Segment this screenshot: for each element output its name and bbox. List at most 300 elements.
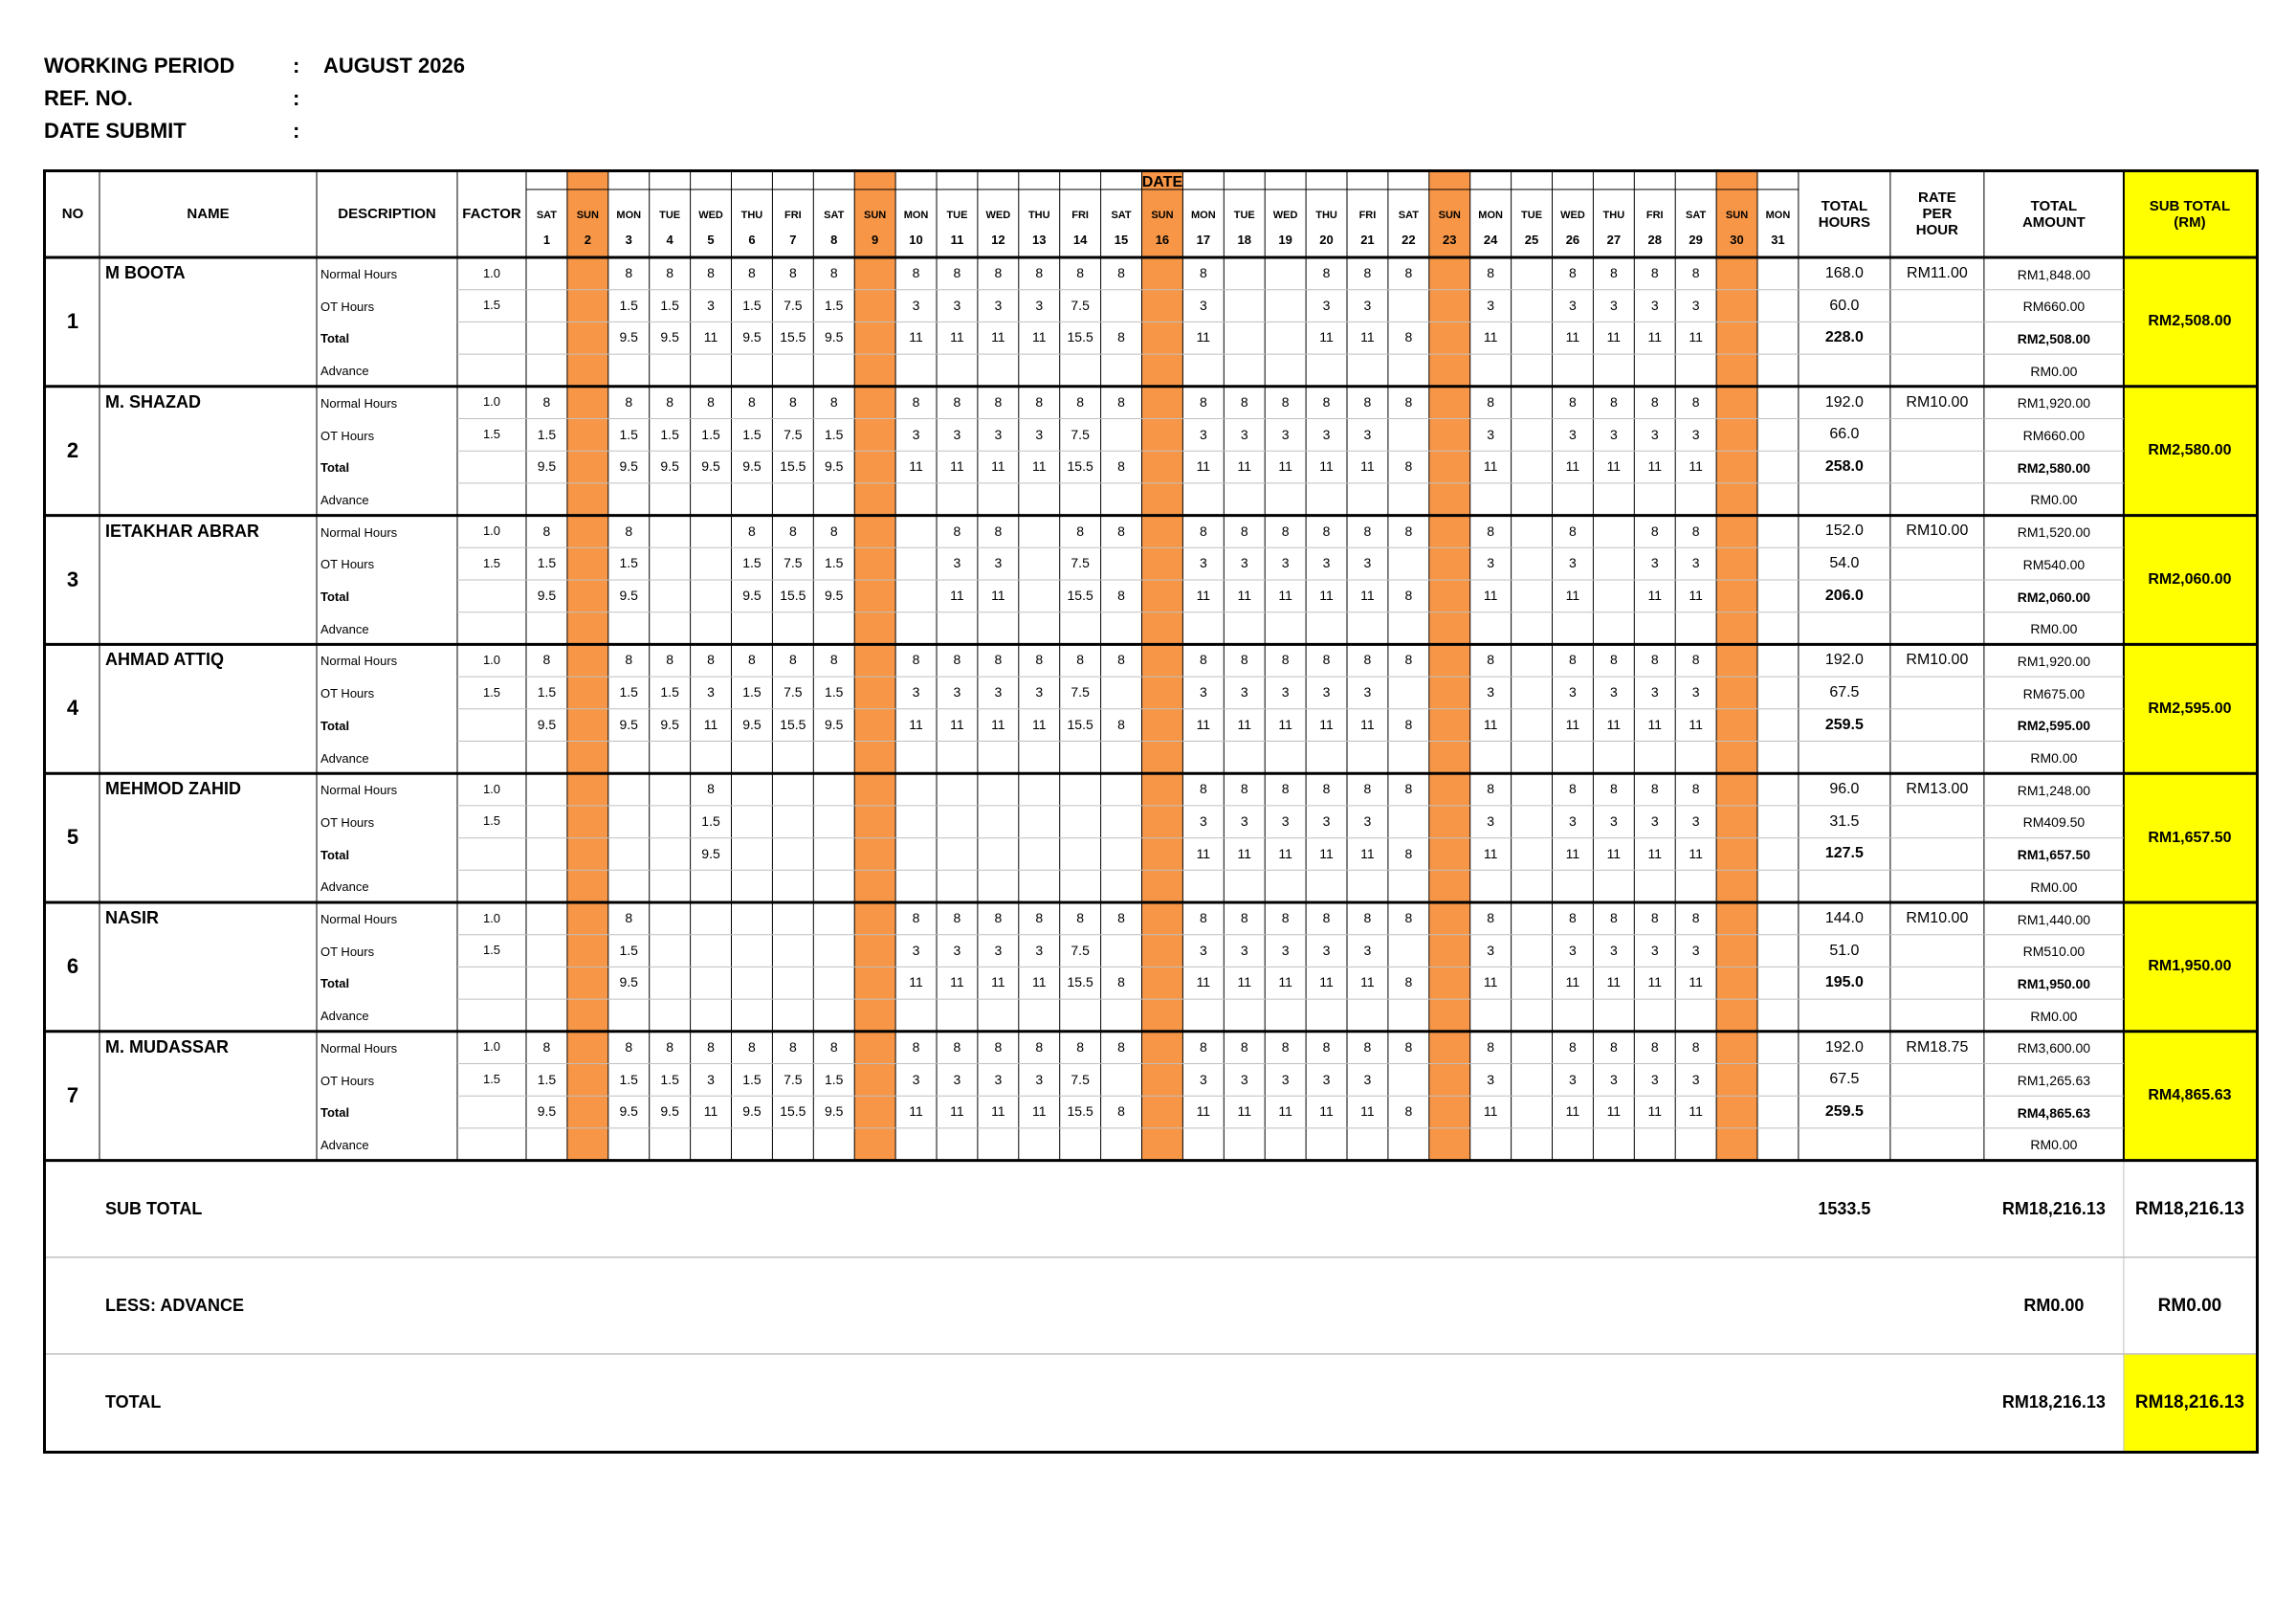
hours-cell: 8 (625, 265, 633, 280)
hours-cell: 3 (1691, 684, 1700, 700)
employee-number: 1 (66, 309, 79, 334)
hours-cell: 3 (1281, 812, 1290, 829)
hours-cell: 11 (703, 716, 718, 732)
hours-cell: 3 (953, 1071, 961, 1087)
header-weekday: THU (1315, 209, 1337, 221)
hours-cell: 8 (1404, 522, 1413, 539)
hours-cell: 3 (1199, 942, 1207, 958)
less-advance-subtotal: RM0.00 (2157, 1295, 2222, 1316)
hours-cell: 8 (829, 265, 838, 280)
header-total-amount: TOTAL AMOUNT (2021, 197, 2086, 231)
amount-value: RM2,508.00 (2017, 330, 2091, 346)
hours-cell: 3 (1691, 555, 1700, 571)
hours-cell: 1.5 (619, 297, 638, 313)
hours-cell: 7.5 (1071, 555, 1090, 571)
hours-cell: 7.5 (784, 684, 803, 700)
hours-cell: 8 (1487, 1038, 1495, 1055)
hours-cell: 8 (994, 652, 1003, 668)
hours-cell: 3 (1322, 1071, 1331, 1087)
hours-cell: 8 (1487, 265, 1495, 280)
hours-cell: 8 (1322, 910, 1331, 925)
factor-value: 1.0 (482, 265, 501, 280)
amount-value: RM1,950.00 (2017, 975, 2091, 991)
amount-value: RM660.00 (2022, 299, 2086, 315)
hours-cell: 1.5 (660, 426, 679, 442)
hours-cell: 11 (1689, 329, 1703, 345)
header-weekday: MON (1765, 209, 1791, 221)
rate-value: RM10.00 (1906, 522, 1969, 540)
hours-cell: 8 (1281, 781, 1290, 797)
hours-cell: 1.5 (825, 555, 844, 571)
hours-cell: 1.5 (825, 1071, 844, 1087)
hours-cell: 3 (1240, 942, 1248, 958)
hours-cell: 1.5 (619, 555, 638, 571)
hours-cell: 8 (748, 522, 756, 539)
hours-cell: 11 (1237, 458, 1252, 475)
header-day-number: 11 (950, 232, 964, 247)
hours-cell: 8 (625, 1038, 633, 1055)
hours-cell: 11 (1689, 974, 1703, 990)
hours-cell: 1.5 (537, 1071, 557, 1087)
header-day-number: 19 (1278, 232, 1292, 247)
hours-cell: 11 (1483, 329, 1498, 345)
hours-cell: 11 (1689, 716, 1703, 732)
factor-value: 1.5 (482, 684, 501, 700)
row-label: Advance (320, 492, 369, 507)
hours-cell: 3 (912, 1071, 920, 1087)
hours-cell: 8 (1322, 1038, 1331, 1055)
hours-cell: 8 (1281, 393, 1290, 410)
hours-cell: 3 (1569, 555, 1577, 571)
row-label: OT Hours (320, 557, 375, 572)
hours-cell: 11 (1196, 1103, 1211, 1120)
hours-cell: 11 (1237, 716, 1252, 732)
header-weekday: SAT (824, 209, 845, 221)
hours-cell: 8 (788, 1038, 797, 1055)
hours-cell: 1.5 (742, 426, 762, 442)
header-weekday: THU (740, 209, 763, 221)
hours-cell: 9.5 (701, 458, 720, 475)
hours-cell: 9.5 (742, 458, 762, 475)
row-label: OT Hours (320, 944, 375, 959)
hours-cell: 8 (1117, 265, 1125, 280)
hours-cell: 11 (1319, 845, 1334, 861)
header-day-number: 12 (991, 232, 1005, 247)
hours-cell: 11 (1319, 716, 1334, 732)
hours-cell: 3 (1240, 426, 1248, 442)
hours-cell: 11 (1319, 458, 1334, 475)
hours-cell: 1.5 (825, 426, 844, 442)
amount-value: RM0.00 (2030, 1137, 2078, 1153)
amount-value: RM675.00 (2022, 685, 2086, 701)
hours-cell: 11 (1278, 845, 1292, 861)
hours-cell: 9.5 (619, 329, 638, 345)
hours-cell: 8 (1076, 522, 1085, 539)
hours-cell: 8 (1404, 781, 1413, 797)
amount-value: RM1,248.00 (2017, 782, 2091, 798)
hours-cell: 8 (1363, 1038, 1372, 1055)
row-label: Normal Hours (320, 783, 398, 798)
hours-cell: 3 (1240, 812, 1248, 829)
header-weekday: SUN (1438, 209, 1461, 221)
hours-cell: 1.5 (742, 555, 762, 571)
hours-cell: 8 (953, 265, 961, 280)
rate-value: RM13.00 (1906, 781, 1969, 798)
hours-cell: 3 (1199, 555, 1207, 571)
hours-cell: 3 (1569, 812, 1577, 829)
hours-cell: 8 (1281, 522, 1290, 539)
hours-cell: 3 (1569, 942, 1577, 958)
hours-cell: 11 (950, 588, 964, 603)
hours-cell: 3 (1569, 297, 1577, 313)
hours-cell: 8 (1076, 652, 1085, 668)
employee-subtotal: RM4,865.63 (2148, 1087, 2232, 1104)
total-hours-value: 67.5 (1829, 1071, 1860, 1088)
employee-subtotal: RM1,657.50 (2148, 829, 2232, 846)
hours-cell: 3 (1650, 684, 1659, 700)
hours-cell: 11 (1319, 1103, 1334, 1120)
hours-cell: 8 (1691, 265, 1700, 280)
hours-cell: 8 (953, 393, 961, 410)
header-day-number: 14 (1072, 232, 1088, 247)
hours-cell: 9.5 (619, 1103, 638, 1120)
hours-cell: 3 (994, 942, 1003, 958)
date-submit-colon: : (293, 119, 300, 143)
hours-cell: 11 (1319, 329, 1334, 345)
hours-cell: 8 (1363, 522, 1372, 539)
employee-subtotal: RM2,595.00 (2148, 700, 2232, 717)
row-label: Total (320, 460, 350, 476)
grand-total-subtotal: RM18,216.13 (2134, 1391, 2244, 1412)
hours-cell: 3 (1650, 942, 1659, 958)
hours-cell: 8 (1404, 1103, 1413, 1120)
hours-cell: 3 (1322, 812, 1331, 829)
hours-cell: 11 (1565, 458, 1580, 475)
working-period-row (44, 50, 465, 82)
hours-cell: 3 (1322, 684, 1331, 700)
hours-cell: 3 (912, 297, 920, 313)
total-hours-value: 60.0 (1829, 297, 1860, 314)
hours-cell: 8 (1691, 522, 1700, 539)
total-hours-value: 168.0 (1824, 264, 1864, 281)
hours-cell: 1.5 (619, 426, 638, 442)
hours-cell: 8 (1363, 652, 1372, 668)
hours-cell: 11 (1606, 974, 1622, 990)
employee-name: IETAKHAR ABRAR (105, 521, 259, 541)
hours-cell: 3 (1281, 942, 1290, 958)
amount-value: RM0.00 (2030, 878, 2078, 895)
employee-subtotal: RM2,580.00 (2148, 442, 2232, 459)
hours-cell: 8 (1569, 781, 1577, 797)
hours-cell: 11 (991, 716, 1005, 732)
hours-cell: 8 (1199, 652, 1207, 668)
hours-cell: 8 (707, 1038, 715, 1055)
hours-cell: 3 (994, 297, 1003, 313)
hours-cell: 11 (1196, 458, 1211, 475)
hours-cell: 8 (1691, 393, 1700, 410)
employee-number: 6 (66, 954, 79, 979)
hours-cell: 3 (1691, 426, 1700, 442)
header-day-number: 13 (1032, 232, 1047, 247)
hours-cell: 8 (1281, 1038, 1290, 1055)
hours-cell: 11 (1647, 458, 1663, 475)
hours-cell: 8 (912, 265, 920, 280)
hours-cell: 8 (829, 522, 838, 539)
hours-cell: 11 (1606, 458, 1622, 475)
hours-cell: 8 (748, 393, 756, 410)
hours-cell: 8 (1569, 393, 1577, 410)
hours-cell: 8 (829, 1038, 838, 1055)
hours-cell: 3 (1240, 1071, 1248, 1087)
amount-value: RM1,848.00 (2017, 266, 2091, 282)
hours-cell: 8 (1404, 265, 1413, 280)
hours-cell: 3 (1487, 684, 1495, 700)
hours-cell: 8 (1322, 265, 1331, 280)
hours-cell: 1.5 (660, 297, 679, 313)
factor-value: 1.0 (482, 394, 501, 410)
factor-value: 1.0 (482, 910, 501, 925)
hours-cell: 11 (1031, 458, 1047, 475)
hours-cell: 8 (1487, 910, 1495, 925)
hours-cell: 7.5 (1071, 426, 1090, 442)
hours-cell: 11 (1689, 458, 1703, 475)
row-label: Advance (320, 1137, 369, 1152)
hours-cell: 8 (953, 652, 961, 668)
hours-cell: 11 (991, 588, 1005, 603)
header-weekday: SUN (576, 209, 599, 221)
less-advance-label: LESS: ADVANCE (105, 1296, 245, 1316)
hours-cell: 8 (1035, 910, 1044, 925)
amount-value: RM1,920.00 (2017, 395, 2091, 411)
working-period-label: WORKING PERIOD (44, 54, 235, 78)
row-label: Normal Hours (320, 524, 398, 540)
hours-cell: 11 (1319, 588, 1334, 603)
hours-cell: 3 (1281, 555, 1290, 571)
hours-cell: 11 (1483, 458, 1498, 475)
hours-cell: 3 (1650, 297, 1659, 313)
header-weekday: WED (1272, 209, 1298, 221)
amount-value: RM0.00 (2030, 750, 2078, 766)
header-day-number: 17 (1196, 232, 1211, 247)
hours-cell: 8 (1650, 1038, 1659, 1055)
hours-cell: 8 (1363, 781, 1372, 797)
header-weekday: TUE (1521, 209, 1543, 221)
header-weekday: SUN (1725, 209, 1749, 221)
total-hours-value: 51.0 (1829, 942, 1860, 959)
header-weekday: TUE (1233, 209, 1255, 221)
hours-cell: 8 (1363, 393, 1372, 410)
hours-cell: 8 (1609, 781, 1618, 797)
hours-cell: 11 (909, 974, 923, 990)
hours-cell: 9.5 (825, 716, 844, 732)
hours-cell: 3 (1569, 426, 1577, 442)
hours-cell: 1.5 (537, 555, 557, 571)
hours-cell: 8 (1117, 588, 1125, 603)
factor-value: 1.5 (482, 427, 501, 442)
hours-cell: 3 (1363, 426, 1372, 442)
hours-cell: 8 (1404, 652, 1413, 668)
hours-cell: 3 (1650, 1071, 1659, 1087)
factor-value: 1.5 (482, 555, 501, 570)
amount-value: RM540.00 (2022, 556, 2086, 572)
row-label: Advance (320, 750, 369, 766)
hours-cell: 3 (953, 297, 961, 313)
header-weekday: MON (616, 209, 642, 221)
hours-cell: 3 (1199, 812, 1207, 829)
hours-cell: 3 (707, 297, 715, 313)
hours-cell: 3 (1199, 684, 1207, 700)
hours-cell: 3 (1035, 1071, 1044, 1087)
rate-value: RM18.75 (1906, 1038, 1969, 1056)
hours-cell: 11 (1196, 716, 1211, 732)
header-day-number: 30 (1730, 232, 1744, 247)
amount-value: RM409.50 (2022, 814, 2086, 831)
hours-cell: 3 (1609, 1071, 1618, 1087)
hours-cell: 8 (1199, 910, 1207, 925)
hours-cell: 3 (1035, 942, 1044, 958)
header-day-number: 16 (1155, 232, 1170, 247)
hours-cell: 8 (1076, 910, 1085, 925)
rate-value: RM10.00 (1906, 393, 1969, 411)
header-day-number: 27 (1606, 232, 1622, 247)
hours-cell: 11 (991, 329, 1005, 345)
total-hours-value: 192.0 (1824, 393, 1864, 411)
hours-cell: 8 (1117, 716, 1125, 732)
hours-cell: 3 (953, 942, 961, 958)
hours-cell: 3 (1199, 297, 1207, 313)
hours-cell: 11 (1647, 329, 1663, 345)
row-label: OT Hours (320, 299, 375, 314)
header-weekday: SUN (1151, 209, 1174, 221)
header-day-number: 1 (542, 232, 551, 247)
hours-cell: 7.5 (784, 426, 803, 442)
hours-cell: 3 (1363, 555, 1372, 571)
sub-total-subtotal: RM18,216.13 (2134, 1198, 2244, 1219)
header-day-number: 7 (789, 232, 797, 247)
hours-cell: 8 (1569, 522, 1577, 539)
total-hours-value: 127.5 (1824, 845, 1864, 862)
employee-subtotal: RM1,950.00 (2148, 958, 2232, 975)
hours-cell: 9.5 (701, 845, 720, 861)
hours-cell: 8 (994, 265, 1003, 280)
hours-cell: 8 (1609, 652, 1618, 668)
hours-cell: 11 (950, 1103, 964, 1120)
hours-cell: 3 (1487, 1071, 1495, 1087)
hours-cell: 8 (1322, 522, 1331, 539)
header-weekday: MON (903, 209, 929, 221)
hours-cell: 11 (991, 1103, 1005, 1120)
row-label: OT Hours (320, 814, 375, 830)
hours-cell: 3 (707, 684, 715, 700)
factor-value: 1.0 (482, 652, 501, 667)
hours-cell: 3 (1363, 812, 1372, 829)
hours-cell: 3 (1691, 297, 1700, 313)
hours-cell: 11 (1483, 974, 1498, 990)
amount-value: RM2,580.00 (2017, 459, 2091, 476)
factor-value: 1.0 (482, 1039, 501, 1055)
header-day-number: 22 (1402, 232, 1416, 247)
hours-cell: 8 (1691, 781, 1700, 797)
hours-cell: 11 (1565, 716, 1580, 732)
hours-cell: 8 (625, 652, 633, 668)
hours-cell: 8 (1487, 652, 1495, 668)
hours-cell: 8 (1117, 522, 1125, 539)
amount-value: RM660.00 (2022, 428, 2086, 443)
hours-cell: 8 (1363, 910, 1372, 925)
hours-cell: 9.5 (537, 716, 557, 732)
total-hours-value: 259.5 (1824, 716, 1864, 733)
row-label: Advance (320, 621, 369, 636)
sub-total-hours: 1533.5 (1818, 1199, 1871, 1219)
employee-number: 7 (66, 1082, 79, 1107)
header-day-number: 8 (830, 232, 838, 247)
amount-value: RM3,600.00 (2017, 1040, 2091, 1056)
amount-value: RM1,920.00 (2017, 653, 2091, 669)
hours-cell: 11 (1647, 974, 1663, 990)
hours-cell: 8 (1281, 910, 1290, 925)
employee-subtotal: RM2,060.00 (2148, 571, 2232, 589)
hours-cell: 8 (1650, 652, 1659, 668)
hours-cell: 11 (1196, 329, 1211, 345)
hours-cell: 1.5 (701, 426, 720, 442)
hours-cell: 8 (1240, 1038, 1248, 1055)
hours-cell: 11 (1647, 1103, 1663, 1120)
hours-cell: 8 (625, 522, 633, 539)
hours-cell: 8 (912, 652, 920, 668)
hours-cell: 3 (1691, 1071, 1700, 1087)
hours-cell: 11 (1196, 974, 1211, 990)
row-label: Total (320, 976, 350, 991)
hours-cell: 8 (1117, 1103, 1125, 1120)
hours-cell: 1.5 (742, 297, 762, 313)
hours-cell: 8 (1609, 1038, 1618, 1055)
report-info (44, 50, 465, 147)
total-hours-value: 206.0 (1824, 587, 1864, 604)
hours-cell: 3 (1281, 426, 1290, 442)
hours-cell: 15.5 (780, 716, 806, 732)
hours-cell: 8 (1199, 1038, 1207, 1055)
hours-cell: 9.5 (537, 458, 557, 475)
hours-cell: 7.5 (784, 555, 803, 571)
hours-cell: 11 (1278, 588, 1292, 603)
hours-cell: 8 (748, 265, 756, 280)
header-day-number: 15 (1114, 232, 1129, 247)
hours-cell: 8 (1691, 910, 1700, 925)
header-weekday: FRI (1358, 209, 1377, 221)
header-day-number: 9 (872, 232, 879, 247)
header-rate-per-hour: RATE PER HOUR (1915, 189, 1958, 238)
hours-cell: 3 (1035, 426, 1044, 442)
hours-cell: 8 (1240, 522, 1248, 539)
hours-cell: 11 (1031, 716, 1047, 732)
header-factor: FACTOR (462, 206, 521, 223)
employee-name: AHMAD ATTIQ (105, 650, 224, 670)
hours-cell: 8 (1609, 910, 1618, 925)
hours-cell: 11 (1031, 1103, 1047, 1120)
row-label: Normal Hours (320, 395, 398, 411)
hours-cell: 3 (1650, 426, 1659, 442)
header-day-number: 2 (584, 232, 591, 247)
hours-cell: 8 (1117, 329, 1125, 345)
hours-cell: 11 (1278, 974, 1292, 990)
hours-cell: 3 (1363, 1071, 1372, 1087)
hours-cell: 1.5 (660, 1071, 679, 1087)
sub-total-amount: RM18,216.13 (2001, 1199, 2106, 1219)
hours-cell: 1.5 (825, 297, 844, 313)
header-weekday: SAT (1686, 209, 1707, 221)
hours-cell: 9.5 (660, 458, 679, 475)
header-day-number: 4 (666, 232, 673, 247)
